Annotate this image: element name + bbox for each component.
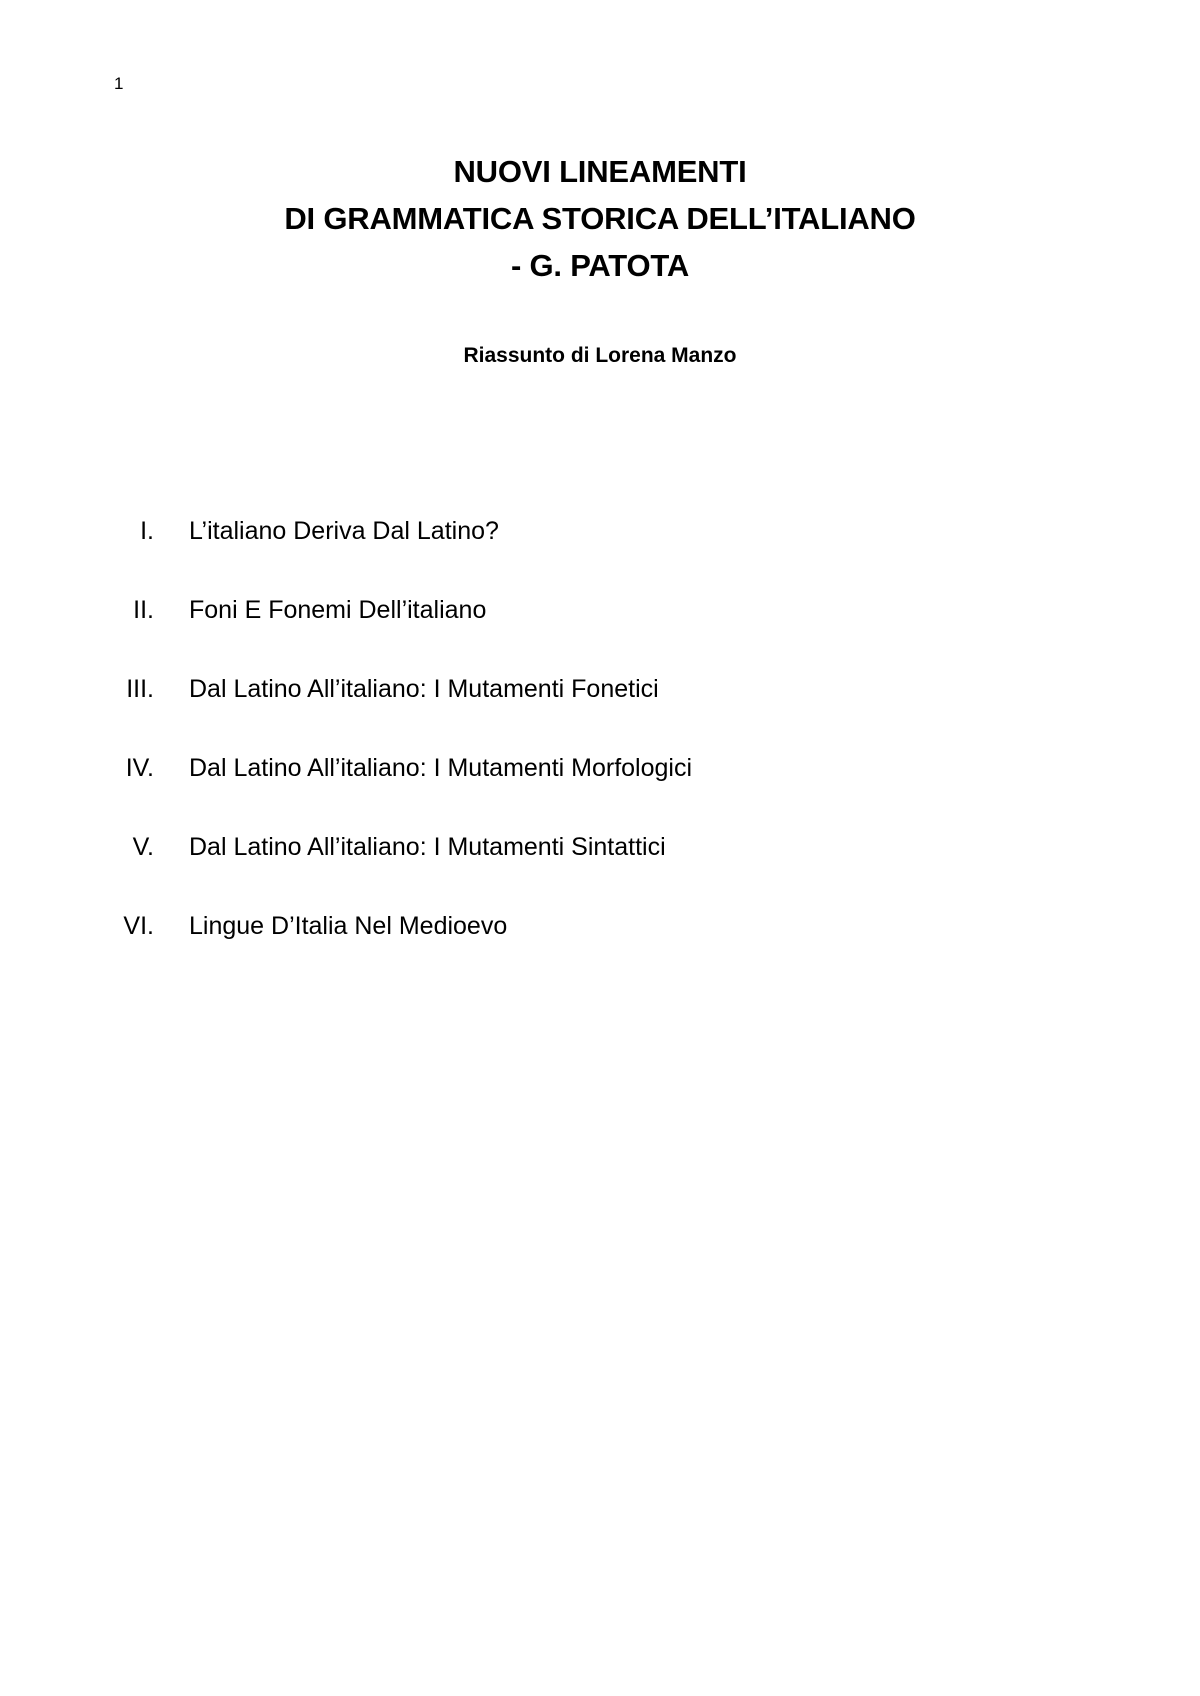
page-number: 1 — [114, 74, 124, 93]
toc-item-label: Dal Latino All’italiano: I Mutamenti Sintattici — [189, 833, 666, 861]
toc-item-label: Foni E Fonemi Dell’italiano — [189, 596, 487, 624]
toc-item-numeral: II. — [133, 596, 154, 624]
toc-item-label: Lingue D’Italia Nel Medioevo — [189, 912, 508, 940]
toc-item-label: Dal Latino All’italiano: I Mutamenti Fonetici — [189, 675, 659, 703]
title-line-3: - G. PATOTA — [510, 248, 690, 283]
title-line-1: NUOVI LINEAMENTI — [453, 154, 747, 189]
toc-item — [0, 832, 1200, 911]
toc-item-numeral: V. — [132, 833, 154, 861]
document-subtitle: Riassunto di Lorena Manzo — [463, 344, 737, 367]
toc-item-numeral: VI. — [123, 912, 154, 940]
toc-item-numeral: IV. — [125, 754, 154, 782]
toc-item — [0, 911, 1200, 990]
toc-item — [0, 674, 1200, 753]
toc-item — [0, 595, 1200, 674]
table-of-contents — [0, 516, 1200, 990]
toc-item-numeral: III. — [126, 675, 154, 703]
toc-item-label: Dal Latino All’italiano: I Mutamenti Morfologici — [189, 754, 693, 782]
toc-item-label: L’italiano Deriva Dal Latino? — [189, 517, 499, 545]
toc-item-numeral: I. — [140, 517, 154, 545]
document-title — [0, 148, 1200, 289]
toc-item — [0, 753, 1200, 832]
title-line-2: DI GRAMMATICA STORICA DELL’ITALIANO — [284, 201, 916, 236]
toc-item — [0, 516, 1200, 595]
